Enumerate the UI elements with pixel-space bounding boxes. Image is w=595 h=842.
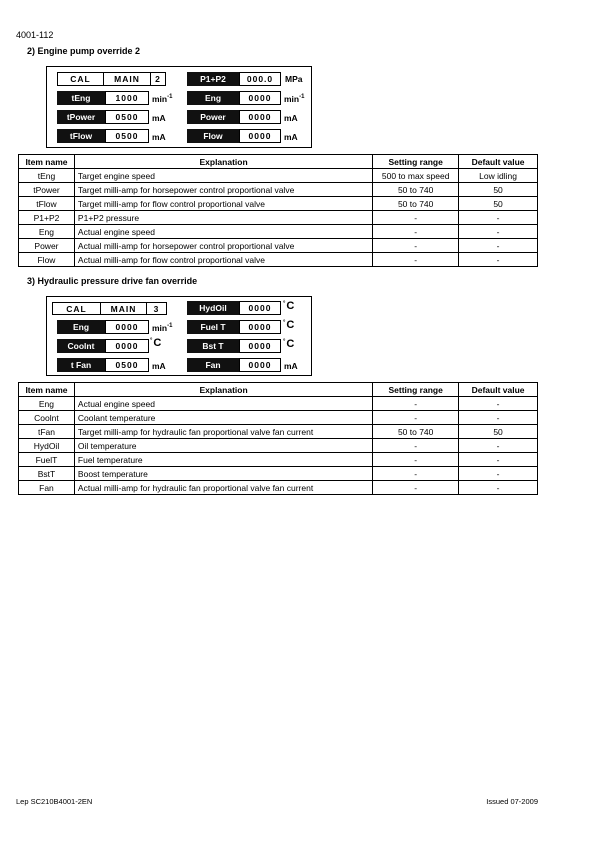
header-explanation: Explanation: [74, 383, 372, 397]
cell-range: 50 to 740: [373, 183, 459, 197]
cell-explanation: Target milli-amp for hydraulic fan proportional valve fan current: [74, 425, 372, 439]
cal-cell: CAL: [57, 72, 104, 86]
cell-explanation: Fuel temperature: [74, 453, 372, 467]
cal-cell: CAL: [52, 302, 101, 315]
cell-default: -: [459, 481, 538, 495]
cell-explanation: Actual engine speed: [74, 397, 372, 411]
header-item-name: Item name: [19, 383, 75, 397]
tflow-label: tFlow: [57, 129, 105, 143]
cell-item: BstT: [19, 467, 75, 481]
table-row: [19, 481, 538, 495]
bstt-unit: °C: [283, 338, 295, 350]
eng-label: Eng: [187, 91, 239, 105]
cell-item: Coolnt: [19, 411, 75, 425]
table-row: [19, 397, 538, 411]
cell-item: tFlow: [19, 197, 75, 211]
cell-explanation: Actual milli-amp for hydraulic fan proportional valve fan current: [74, 481, 372, 495]
section-title: 2) Engine pump override 2: [27, 46, 141, 56]
coolnt-value: 0000: [105, 339, 149, 353]
cell-range: -: [373, 211, 459, 225]
cell-default: -: [459, 467, 538, 481]
tpower-value: 0500: [105, 110, 149, 124]
power-label: Power: [187, 110, 239, 124]
cell-range: -: [373, 397, 459, 411]
cell-default: -: [459, 439, 538, 453]
eng-value: 0000: [239, 91, 281, 105]
teng-unit: $\min^{-1}$: [152, 94, 173, 104]
cell-item: HydOil: [19, 439, 75, 453]
cell-explanation: Actual milli-amp for horsepower control proportional valve: [74, 239, 372, 253]
footer-issue-date: Issued 07-2009: [486, 797, 538, 806]
fuelt-value: 0000: [239, 320, 281, 334]
cell-range: -: [373, 225, 459, 239]
cell-item: Flow: [19, 253, 75, 267]
fan-value: 0000: [239, 358, 281, 372]
fuelt-unit: °C: [283, 319, 295, 331]
p1p2-label: P1+P2: [187, 72, 239, 86]
cell-range: -: [373, 253, 459, 267]
teng-label: tEng: [57, 91, 105, 105]
power-unit: mA: [284, 113, 298, 123]
cell-explanation: Coolant temperature: [74, 411, 372, 425]
cell-range: -: [373, 239, 459, 253]
footer-document-code: Lep SC210B4001-2EN: [16, 797, 93, 806]
cell-item: tEng: [19, 169, 75, 183]
cell-explanation: Target engine speed: [74, 169, 372, 183]
eng-label: Eng: [57, 320, 105, 334]
cell-range: -: [373, 411, 459, 425]
cell-item: P1+P2: [19, 211, 75, 225]
page-number-cell: 3: [146, 302, 167, 315]
p1p2-unit: MPa: [285, 74, 303, 84]
table-row: [19, 411, 538, 425]
flow-label: Flow: [187, 129, 239, 143]
cell-explanation: Oil temperature: [74, 439, 372, 453]
bstt-label: Bst T: [187, 339, 239, 353]
main-cell: MAIN: [100, 302, 147, 315]
header-setting-range: Setting range: [373, 155, 459, 169]
tflow-unit: mA: [152, 132, 166, 142]
p1p2-value: 000.0: [239, 72, 281, 86]
header-default-value: Default value: [459, 155, 538, 169]
header-item-name: Item name: [19, 155, 75, 169]
cell-range: -: [373, 439, 459, 453]
table-header-row: [19, 383, 538, 397]
table-row: [19, 425, 538, 439]
cell-default: -: [459, 253, 538, 267]
cell-item: Eng: [19, 397, 75, 411]
cell-range: 500 to max speed: [373, 169, 459, 183]
cell-range: -: [373, 481, 459, 495]
document-number: 4001-112: [16, 30, 54, 40]
cell-item: tPower: [19, 183, 75, 197]
power-value: 0000: [239, 110, 281, 124]
fan-override-items-table: [18, 382, 538, 495]
hydoil-label: HydOil: [187, 301, 239, 315]
eng-unit: $\min^{-1}$: [284, 94, 305, 104]
cell-explanation: Target milli-amp for flow control proportional valve: [74, 197, 372, 211]
table-row: [19, 197, 538, 211]
table-row: [19, 439, 538, 453]
cell-explanation: Actual milli-amp for flow control proportional valve: [74, 253, 372, 267]
section-title: 3) Hydraulic pressure drive fan override: [27, 276, 198, 286]
fuelt-label: Fuel T: [187, 320, 239, 334]
display-panel-fan-override: [46, 296, 312, 376]
flow-value: 0000: [239, 129, 281, 143]
cell-default: -: [459, 453, 538, 467]
tpower-unit: mA: [152, 113, 166, 123]
engine-pump-items-table: [18, 154, 538, 267]
cell-default: 50: [459, 425, 538, 439]
cell-default: -: [459, 225, 538, 239]
cell-default: 50: [459, 197, 538, 211]
coolnt-label: Coolnt: [57, 339, 105, 353]
teng-value: 1000: [105, 91, 149, 105]
fan-label: Fan: [187, 358, 239, 372]
tpower-label: tPower: [57, 110, 105, 124]
tflow-value: 0500: [105, 129, 149, 143]
table-row: [19, 453, 538, 467]
cell-item: Fan: [19, 481, 75, 495]
fan-unit: mA: [284, 361, 298, 371]
flow-unit: mA: [284, 132, 298, 142]
eng-value: 0000: [105, 320, 149, 334]
cell-explanation: Actual engine speed: [74, 225, 372, 239]
main-cell: MAIN: [103, 72, 151, 86]
hydoil-value: 0000: [239, 301, 281, 315]
cell-default: Low idling: [459, 169, 538, 183]
header-default-value: Default value: [459, 383, 538, 397]
table-row: [19, 467, 538, 481]
table-row: [19, 169, 538, 183]
table-row: [19, 183, 538, 197]
cell-default: -: [459, 211, 538, 225]
cell-range: 50 to 740: [373, 425, 459, 439]
hydoil-unit: °C: [283, 300, 295, 312]
cell-range: -: [373, 453, 459, 467]
table-row: [19, 253, 538, 267]
cell-item: tFan: [19, 425, 75, 439]
cell-item: Power: [19, 239, 75, 253]
header-setting-range: Setting range: [373, 383, 459, 397]
table-row: [19, 211, 538, 225]
page-number-cell: 2: [150, 72, 166, 86]
cell-default: 50: [459, 183, 538, 197]
tfan-unit: mA: [152, 361, 166, 371]
cell-range: 50 to 740: [373, 197, 459, 211]
eng-unit: $\min^{-1}$: [152, 323, 173, 333]
table-row: [19, 225, 538, 239]
cell-explanation: Boost temperature: [74, 467, 372, 481]
table-row: [19, 239, 538, 253]
cell-range: -: [373, 467, 459, 481]
cell-default: -: [459, 411, 538, 425]
cell-explanation: P1+P2 pressure: [74, 211, 372, 225]
cell-item: Eng: [19, 225, 75, 239]
cell-explanation: Target milli-amp for horsepower control proportional valve: [74, 183, 372, 197]
cell-default: -: [459, 239, 538, 253]
display-panel-engine-pump: [46, 66, 312, 148]
tfan-value: 0500: [105, 358, 149, 372]
coolnt-unit: °C: [150, 337, 162, 349]
bstt-value: 0000: [239, 339, 281, 353]
cell-item: FuelT: [19, 453, 75, 467]
header-explanation: Explanation: [74, 155, 372, 169]
tfan-label: t Fan: [57, 358, 105, 372]
cell-default: -: [459, 397, 538, 411]
table-header-row: [19, 155, 538, 169]
